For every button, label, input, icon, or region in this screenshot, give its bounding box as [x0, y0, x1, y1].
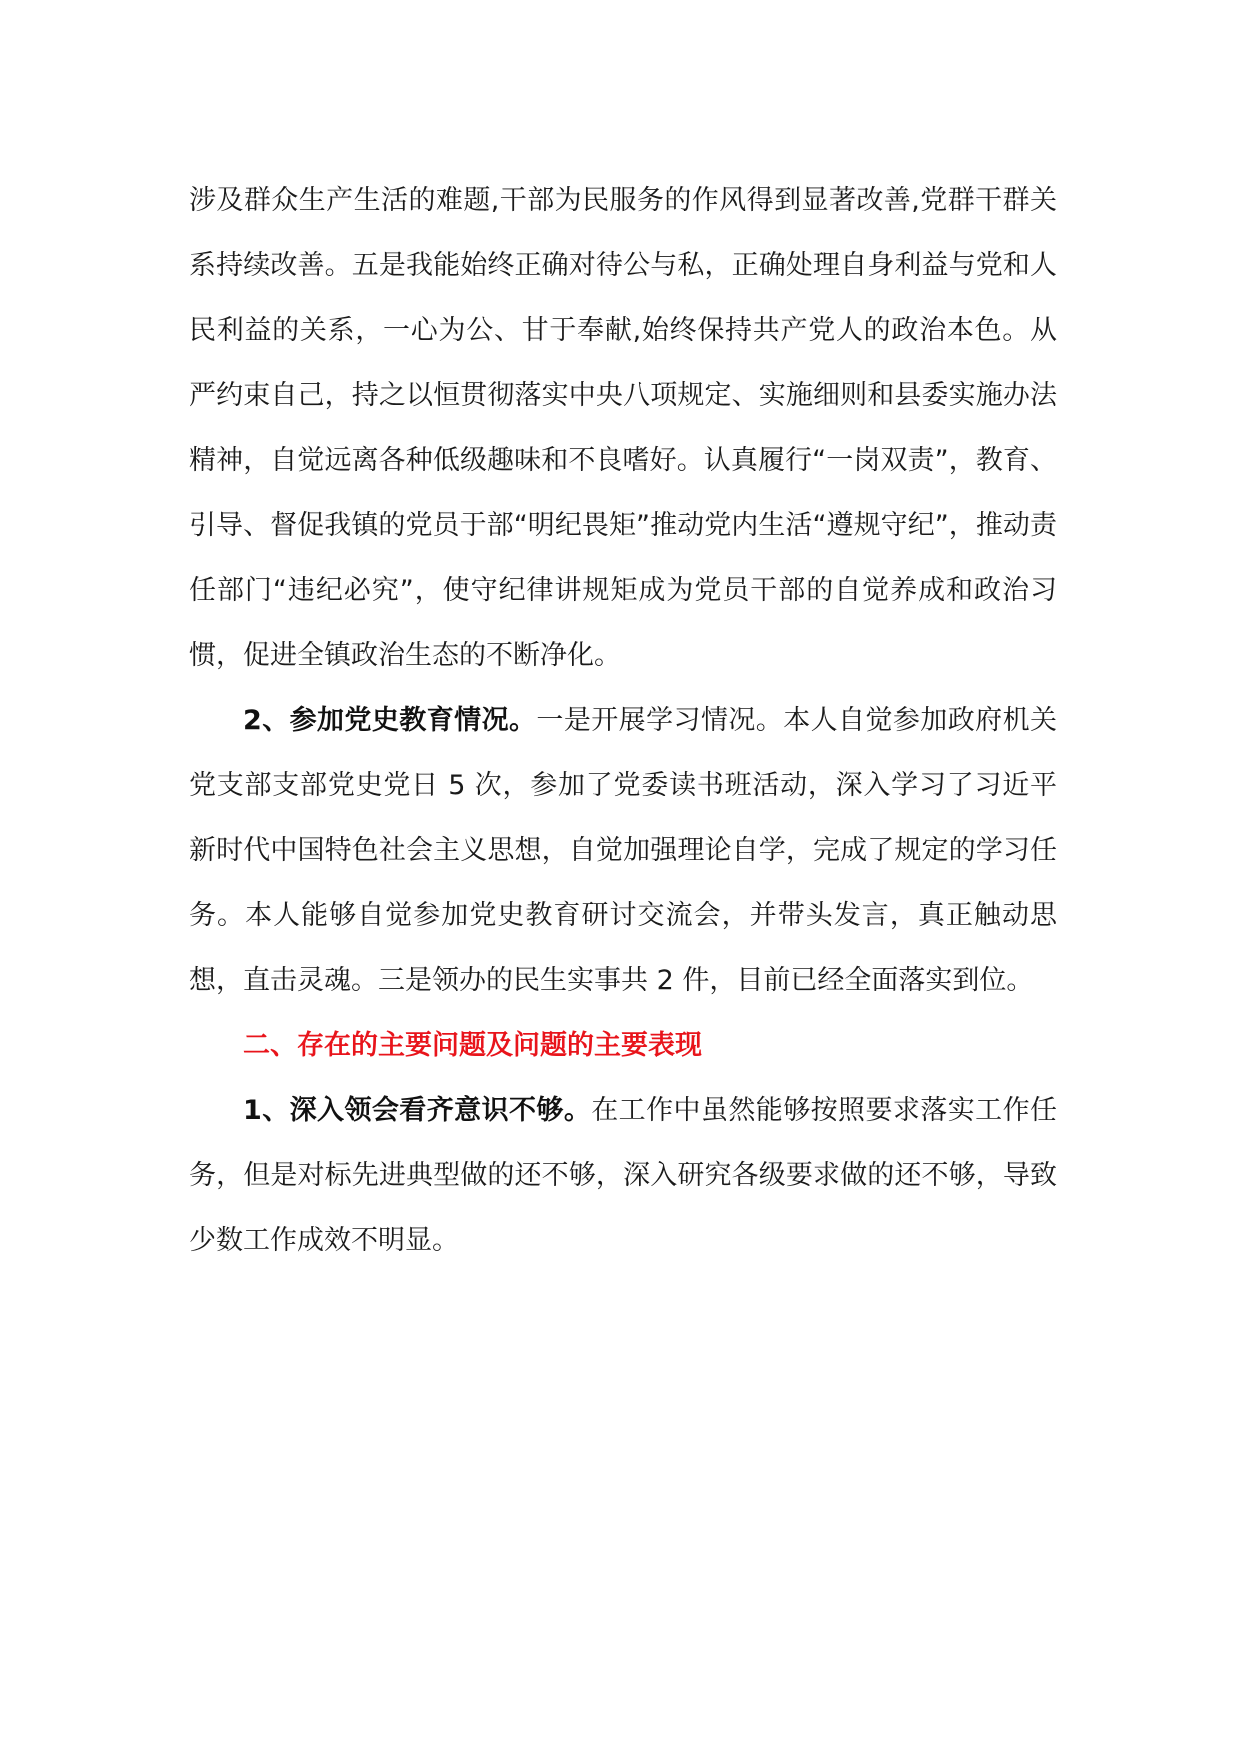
paragraph-lead-heading: 1、深入领会看齐意识不够。 [243, 1095, 592, 1126]
paragraph-body: 在工作中虽然能够按照要求落实工作任务，但是对标先进典型做的还不够，深入研究各级要求做的还不够，导致少数工作成效不明显。 [189, 1095, 1057, 1256]
paragraph-continuation: 涉及群众生产生活的难题,干部为民服务的作风得到显著改善,党群干群关系持续改善。五是我能始终正确对待公与私，正确处理自身利益与党和人民利益的关系，一心为公、甘于奉献,始终保持共产党人的政治本色。从严约束自己，持之以恒贯彻落实中央八项规定、实施细则和县委实施办法精神，自觉远离各种低级趣味和不良嗜好。认真履行“一岗双责”，教育、引导、督促我镇的党员于部“明纪畏矩”推动党内生活“遵规守纪”，推动责任部门“违纪必究”，使守纪律讲规矩成为党员干部的自觉养成和政治习惯，促进全镇政治生态的不断净化。 [189, 185, 1057, 671]
paragraph-alignment-awareness [189, 1078, 1057, 1273]
paragraph-body: 一是开展学习情况。本人自觉参加政府机关党支部支部党史党日 5 次，参加了党委读书班活动，深入学习了习近平新时代中国特色社会主义思想，自觉加强理论自学，完成了规定的学习任务。本人能够自觉参加党史教育研讨交流会，并带头发言，真正触动思想，直击灵魂。三是领办的民生实事共 2 件，目前已经全面落实到位。 [189, 705, 1057, 996]
document-page [189, 168, 1057, 1273]
paragraph-lead-heading: 2、参加党史教育情况。 [243, 705, 537, 736]
paragraph-party-history-education [189, 688, 1057, 1013]
section-heading: 二、存在的主要问题及问题的主要表现 [243, 1030, 702, 1061]
